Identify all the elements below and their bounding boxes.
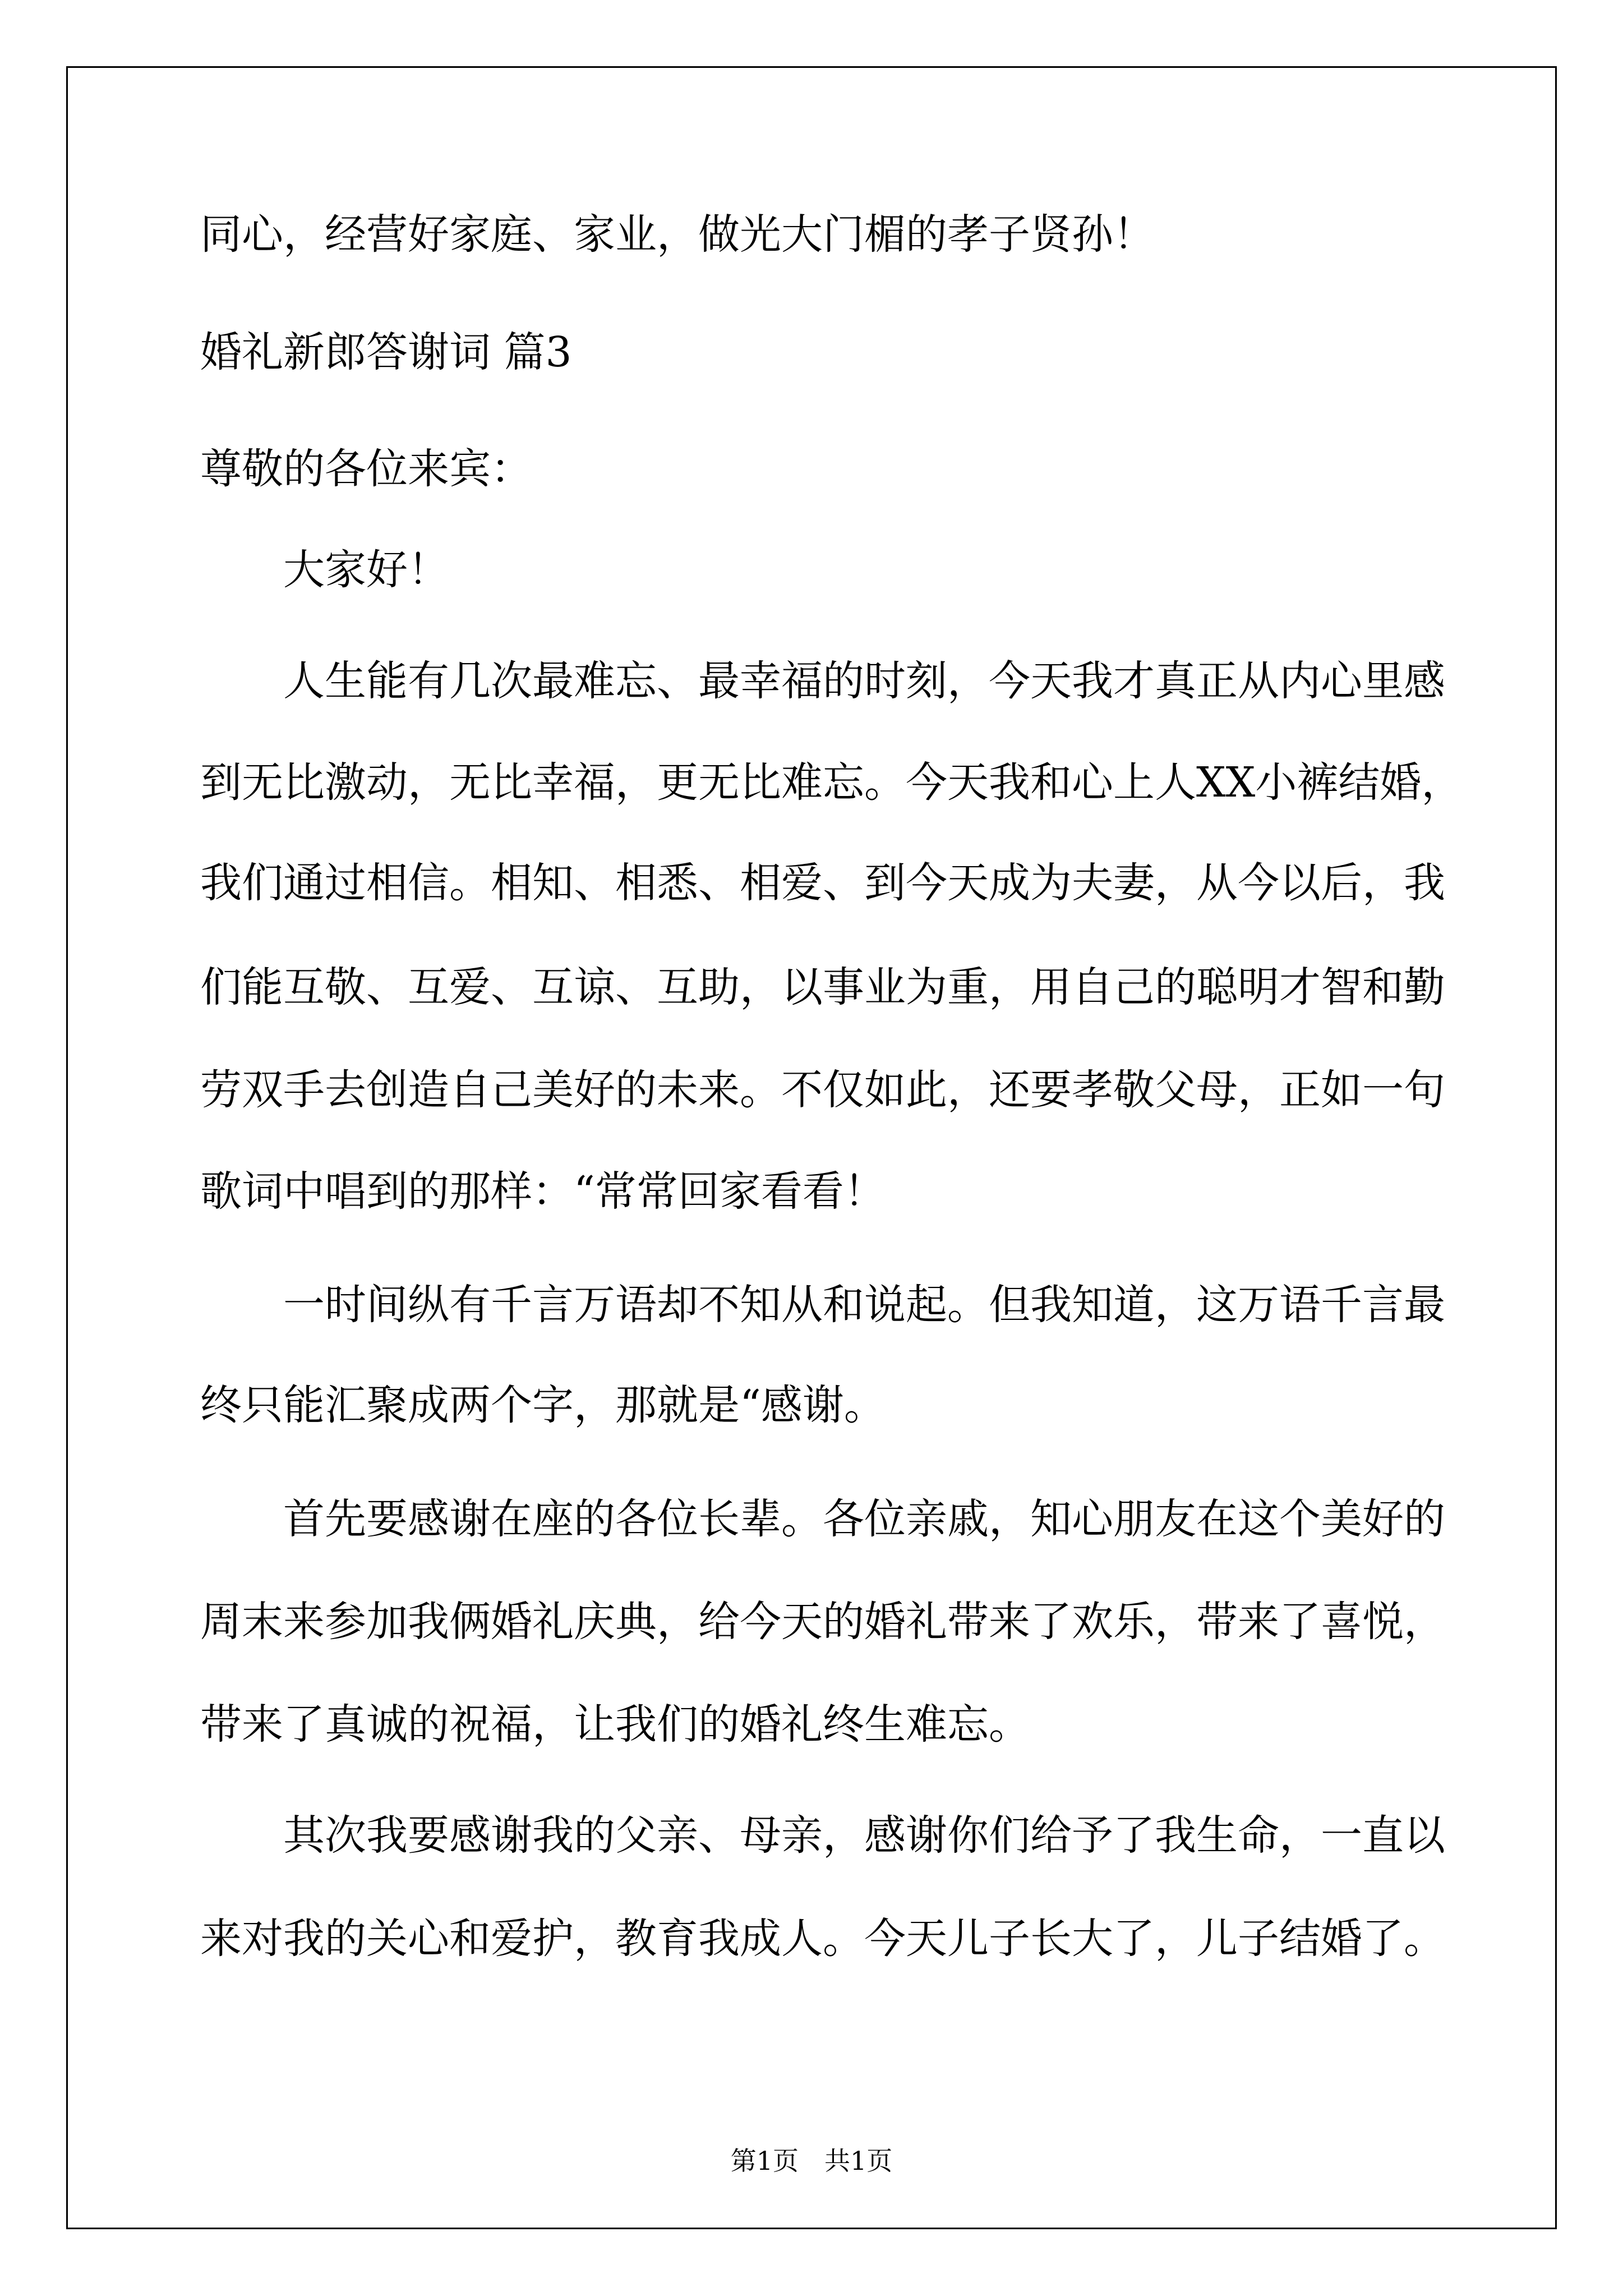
paragraph-1-line-5: 劳双手去创造自己美好的未来。不仅如此，还要孝敬父母，正如一句: [200, 1066, 1445, 1114]
paragraph-2-line-1: 一时间纵有千言万语却不知从和说起。但我知道，这万语千言最: [283, 1281, 1445, 1329]
salutation: 尊敬的各位来宾：: [200, 445, 532, 493]
section-heading: 婚礼新郎答谢词 篇3: [200, 328, 572, 376]
page-border: [66, 66, 1557, 2229]
paragraph-1-line-6: 歌词中唱到的那样：“常常回家看看！: [200, 1167, 886, 1216]
paragraph-3-line-1: 首先要感谢在座的各位长辈。各位亲戚，知心朋友在这个美好的: [283, 1495, 1445, 1543]
paragraph-3-line-3: 带来了真诚的祝福，让我们的婚礼终生难忘。: [200, 1700, 1030, 1749]
paragraph-3-line-2: 周末来参加我俩婚礼庆典，给今天的婚礼带来了欢乐，带来了喜悦，: [200, 1598, 1445, 1646]
page-footer: 第1页 共1页: [730, 2146, 893, 2176]
paragraph-1-line-1: 人生能有几次最难忘、最幸福的时刻，今天我才真正从内心里感: [283, 657, 1445, 705]
paragraph-4-line-1: 其次我要感谢我的父亲、母亲，感谢你们给予了我生命，一直以: [283, 1811, 1445, 1860]
paragraph-1-line-4: 们能互敬、互爱、互谅、互助，以事业为重，用自己的聪明才智和勤: [200, 963, 1445, 1011]
paragraph-1-line-2: 到无比激动，无比幸福，更无比难忘。今天我和心上人XX小裤结婚，: [200, 758, 1463, 807]
paragraph-2-line-2: 终只能汇聚成两个字，那就是“感谢。: [200, 1381, 886, 1429]
text-line-continuation: 同心，经营好家庭、家业，做光大门楣的孝子贤孙！: [200, 210, 1155, 259]
paragraph-4-line-2: 来对我的关心和爱护，教育我成人。今天儿子长大了，儿子结婚了。: [200, 1915, 1445, 1963]
paragraph-1-line-3: 我们通过相信。相知、相悉、相爱、到今天成为夫妻，从今以后，我: [200, 859, 1445, 907]
greeting: 大家好！: [283, 546, 449, 594]
